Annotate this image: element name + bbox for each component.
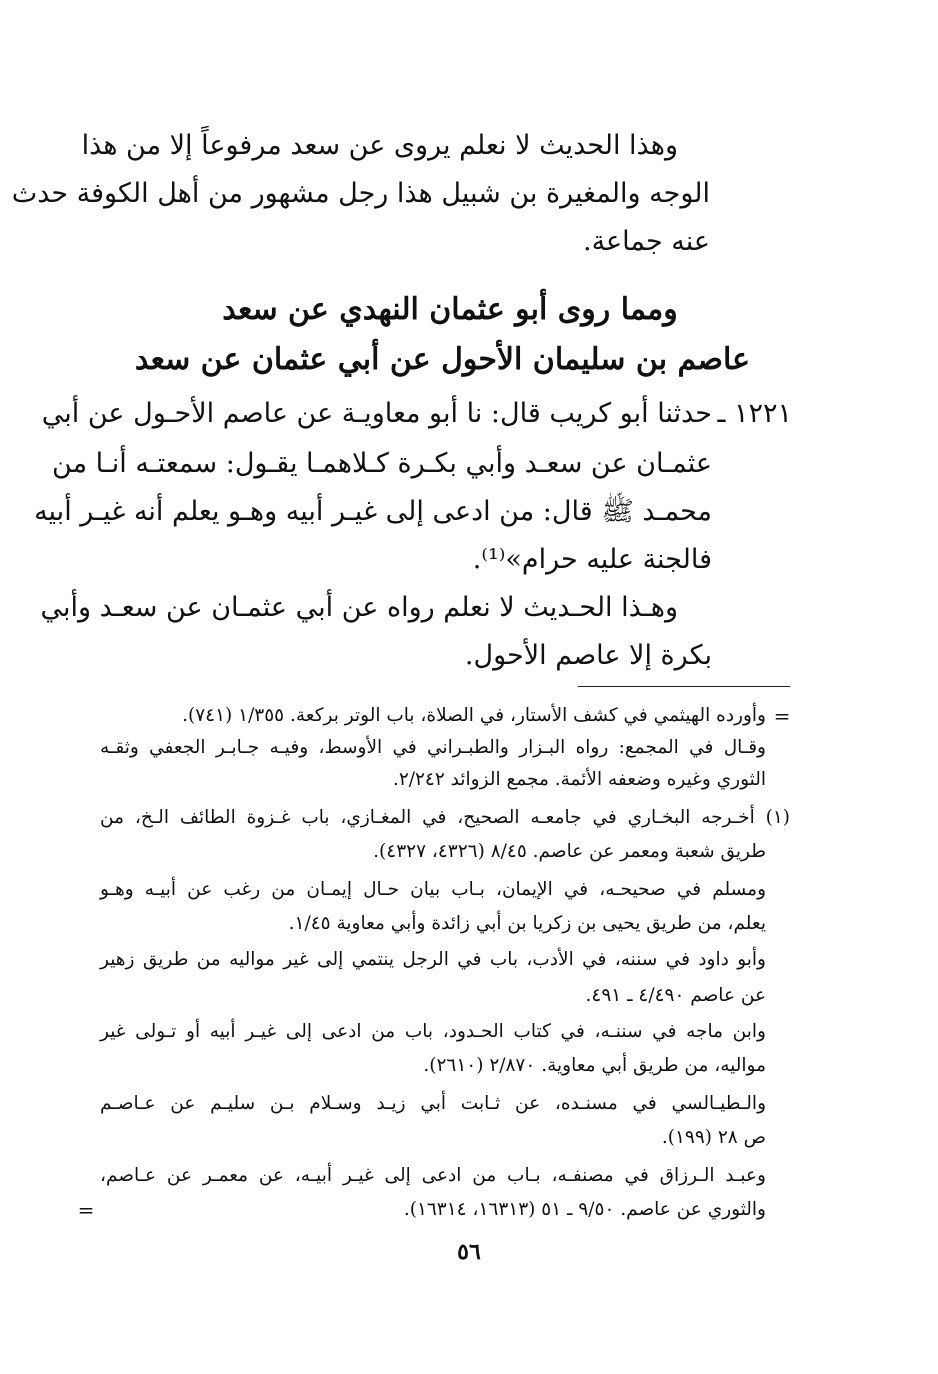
footnote-line-4: (١) أخـرجه البخـاري في جامعـه الصحيح، في المغـازي، باب غـزوة الطائف الـخ، من	[100, 807, 790, 828]
footnote-line-3: الثوري وغيره وضعفه الأئمة. مجمع الزوائد ٢/٢٤٢.	[392, 769, 766, 790]
footnote-line-5: طريق شعبة ومعمر عن عاصم. ٨/٤٥ (٤٣٢٦، ٤٣٢٧).	[373, 841, 766, 862]
section-heading-line-2: عاصم بن سليمان الأحول عن أبي عثمان عن سعد	[134, 342, 750, 377]
page-number: ٥٦	[457, 1239, 481, 1265]
footnote-line-2: وقـال في المجمع: رواه البـزار والطبـراني في الأوسط، وفيـه جـابـر الجعفي وثقـه	[100, 737, 766, 758]
footnote-line-8: وأبو داود في سننه، في الأدب، باب في الرجل ينتمي إلى غير مواليه من طريق زهير	[100, 949, 766, 970]
commentary-line-1: وهـذا الحـديث لا نعلم رواه عن أبي عثمـان عن سعـد وأبي	[40, 592, 678, 623]
footnote-line-1: وأورده الهيثمي في كشف الأستار، في الصلاة، باب الوتر بركعة. ١/٣٥٥ (٧٤١).	[182, 705, 766, 726]
intro-line-1: وهذا الحديث لا نعلم يروى عن سعد مرفوعاً إلا من هذا	[81, 130, 678, 161]
footnote-trailing-marker: =	[77, 1198, 95, 1222]
footnote-line-7: يعلم، من طريق يحيى بن زكريا بن أبي زائدة وأبي معاوية ١/٤٥.	[288, 913, 766, 934]
footnote-line-10: وابن ماجه في سننـه، في كتاب الحـدود، باب من ادعى إلى غيـر أبيه أو تـولى غير	[100, 1021, 766, 1042]
hadith-line-1: حدثنا أبو كريب قال: نا أبو معاويـة عن عاصم الأحـول عن أبي	[41, 398, 712, 429]
footnote-line-9: عن عاصم ٤/٤٩٠ ـ ٤٩١.	[585, 985, 766, 1006]
hadith-line-2: عثمـان عن سعـد وأبي بكـرة كـلاهمـا يقـول: سمعتـه أنـا من	[52, 448, 712, 479]
footnote-line-11: مواليه، من طريق أبي معاوية. ٢/٨٧٠ (٢٦١٠).	[423, 1055, 766, 1076]
section-heading-line-1: ومما روى أبو عثمان النهدي عن سعد	[222, 292, 678, 327]
footnote-line-14: وعبـد الـرزاق في مصنفـه، بـاب من ادعى إلى غيـر أبيـه، عن معمـر عن عـاصم،	[100, 1165, 766, 1186]
hadith-line-3: محمـد ﷺ قال: من ادعى إلى غيـر أبيه وهـو يعلم أنه غيـر أبيه	[34, 496, 712, 527]
hadith-line-4: فالجنة عليه حرام»⁽¹⁾.	[472, 544, 712, 575]
footnote-line-6: ومسلم في صحيحـه، في الإيمان، بـاب بيان حـال إيمـان من رغب عن أبيـه وهـو	[100, 879, 766, 900]
footnote-line-15: والثوري عن عاصم. ٩/٥٠ ـ ٥١ (١٦٣١٣، ١٦٣١٤).	[403, 1199, 766, 1220]
footnote-line-12: والـطيـالسي في مسنـده، عن ثـابت أبي زيـد وسـلام بـن سليـم عن عـاصـم	[100, 1093, 766, 1114]
commentary-line-2: بكرة إلا عاصم الأحول.	[464, 640, 712, 671]
intro-line-2: الوجه والمغيرة بن شبيل هذا رجل مشهور من أهل الكوفة حدث	[11, 178, 710, 209]
footnote-continuation-marker: =	[773, 704, 791, 728]
intro-line-3: عنه جماعة.	[582, 226, 710, 257]
hadith-number: ١٢٢١ ـ	[717, 398, 792, 429]
footnote-separator	[578, 686, 790, 687]
footnote-line-13: ص ٢٨ (١٩٩).	[661, 1127, 766, 1148]
